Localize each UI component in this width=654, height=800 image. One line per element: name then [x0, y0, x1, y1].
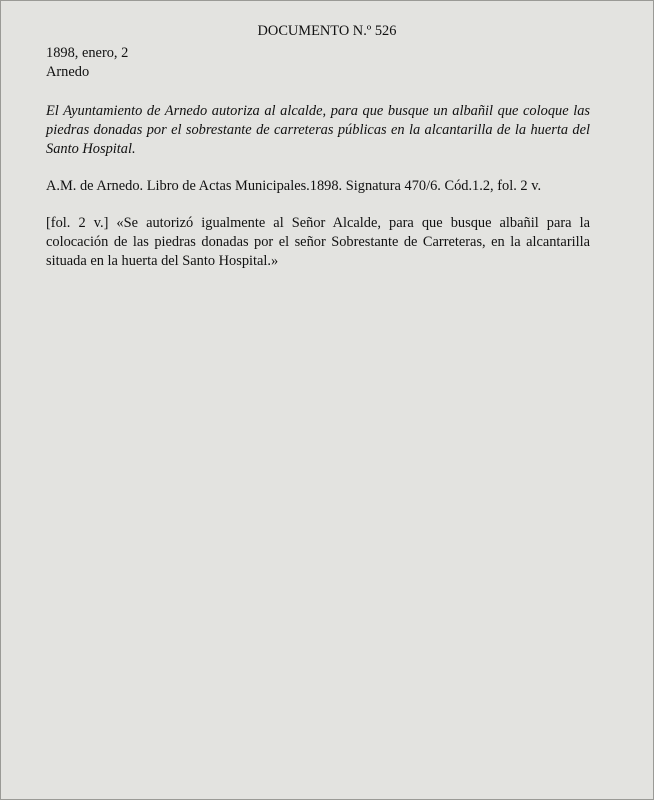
document-summary: El Ayuntamiento de Arnedo autoriza al alcalde, para que busque un albañil que coloque las piedras donadas por el sobrestante de carreteras públicas en la alcantarilla de la huerta del Santo Hospital.	[46, 103, 590, 157]
document-place: Arnedo	[46, 64, 90, 80]
document-body	[46, 22, 590, 271]
archival-source: A.M. de Arnedo. Libro de Actas Municipales.1898. Signatura 470/6. Cód.1.2, fol. 2 v.	[46, 178, 542, 194]
document-title: DOCUMENTO N.º 526	[257, 23, 397, 39]
document-date: 1898, enero, 2	[46, 45, 129, 61]
document-transcription: [fol. 2 v.] «Se autorizó igualmente al Señor Alcalde, para que busque albañil para la colocación de las piedras donadas por el señor Sobrestante de Carreteras, en la alcantarilla situada en la huerta del Santo Hospital.»	[46, 215, 590, 269]
